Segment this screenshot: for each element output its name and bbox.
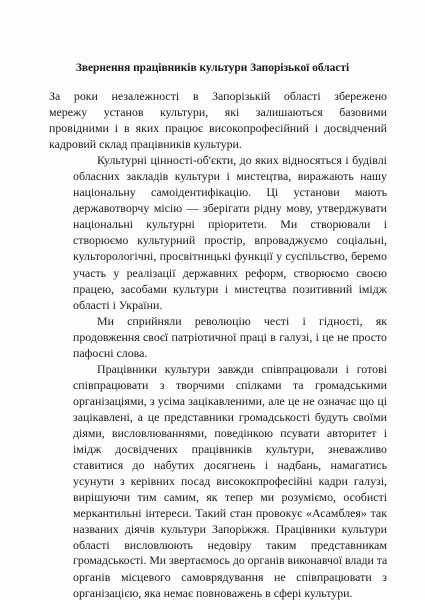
- text-line: працею, засобами культури і мистецтва позитивний імідж: [73, 281, 387, 296]
- text-line: організацією, яка немає повноважень в сфері культури.: [73, 586, 353, 600]
- paragraph-3: [49, 313, 387, 361]
- text-line: участь у реалізації державних реформ, створюємо своєю: [73, 265, 387, 280]
- text-line: продовження своєї патріотичної праці в галузі, і це не просто: [73, 329, 387, 344]
- text-line: названих діячів культури Запоріжжя. Працівники культури: [73, 522, 387, 537]
- text-line: меркантильні інтереси. Такий стан провокує «Асамблея» так: [73, 506, 387, 521]
- text-line: області і України.: [73, 297, 163, 312]
- text-line: національну самоідентифікацію. Ці установи мають: [73, 185, 387, 200]
- text-line: зацікавлені, а це представники громадськості будуть своїми: [73, 409, 387, 424]
- text-line: імідж досвідчених працівників культури, зневажливо: [73, 442, 387, 457]
- text-line: мережу установ культури, які залишаються базовими: [49, 105, 387, 120]
- text-line: Культурні цінності-об'єкти, до яких відносяться і будівлі: [97, 153, 387, 168]
- text-line: кадровий склад працівників культури.: [49, 137, 242, 152]
- document-body: [49, 88, 387, 600]
- text-line: пафосні слова.: [73, 345, 148, 360]
- text-line: вирішуючи тим самим, як тепер ми розуміємо, особисті: [73, 490, 387, 505]
- text-line: усунути з керівних посад висококпрофесійні кадри галузі,: [73, 474, 387, 489]
- text-line: обласних закладів культури і мистецтва, виражають нашу: [73, 169, 387, 184]
- text-line: створюємо культурний простір, впроваджуємо соціальні,: [73, 233, 387, 248]
- paragraph-4: [49, 361, 387, 600]
- text-line: державотворчу місію — зберігати рідну мову, утверджувати: [73, 201, 387, 216]
- paragraph-1: [49, 88, 387, 152]
- text-line: громадськості. Ми звертаємось до органів виконавчої влади та: [73, 554, 388, 568]
- text-line: Працівники культури завжди співпрацювали і готові: [97, 361, 387, 376]
- text-line: організаціями, з усіма зацікавленими, але це не означає що ці: [73, 393, 387, 408]
- document-title: Звернення працівників культури Запорізької області: [75, 62, 350, 74]
- text-line: органів місцевого самоврядування не співпрацювати з: [73, 570, 387, 585]
- text-line: Ми сприйняли революцію честі і гідності, як: [97, 313, 387, 328]
- paragraph-2: [49, 152, 387, 312]
- text-line: діями, висловлюваннями, поведінкою псувати авторитет і: [73, 425, 387, 440]
- text-line: області висловлюють недовіру таким представникам: [73, 538, 387, 553]
- text-line: ставитися до набутих досягнень і надбань, намагатись: [73, 458, 387, 473]
- text-line: За роки незалежності в Запорізькій області збережено: [49, 89, 387, 103]
- text-line: співпрацювати з творчими спілками та громадськими: [73, 377, 387, 392]
- text-line: національні культурні пріоритети. Ми створювали і: [73, 217, 387, 232]
- text-line: провідними і в яких працює високопрофесійний і досвідчений: [49, 121, 387, 136]
- text-line: культорологічні, просвітницькі функції у суспільство, беремо: [73, 249, 387, 264]
